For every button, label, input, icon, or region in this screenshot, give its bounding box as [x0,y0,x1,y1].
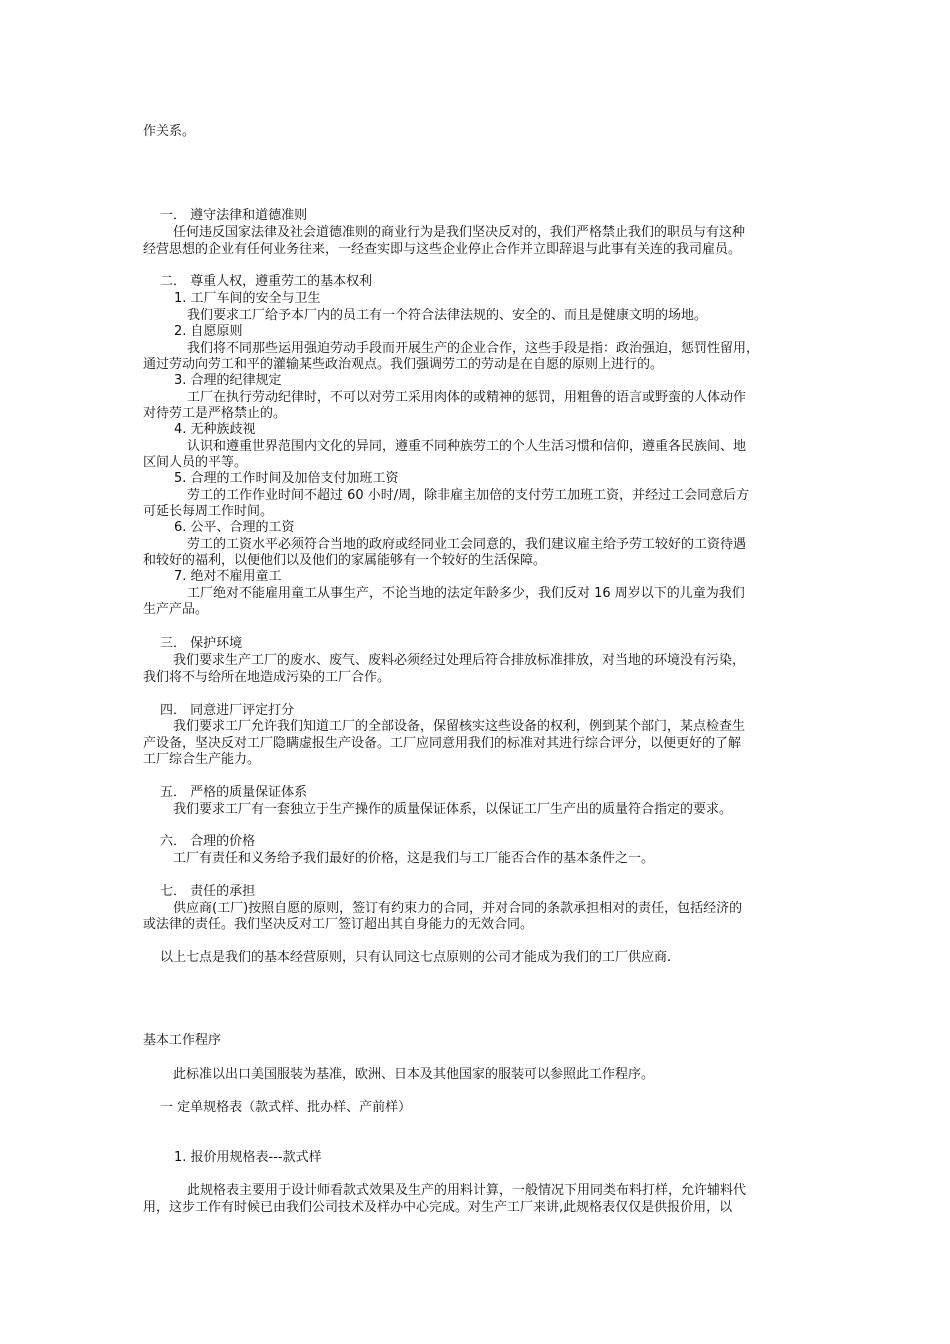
section-2-item-4-line-2: 区间人员的平等。 [143,455,248,470]
section-2-item-2-line-2: 通过劳动向劳工和平的灌输某些政治观点。我们强调劳工的劳动是在自愿的原则上进行的。 [143,357,664,372]
procedure-item-1-title: 1. 报价用规格表---款式样 [174,1150,322,1165]
procedure-item-1-line-2: 用，这步工作有时候已由我们公司技术及样办中心完成。对生产工厂来讲,此规格表仅仅是供报价用，以 [143,1200,733,1215]
section-2-item-3-line-2: 对待劳工是严格禁止的。 [143,406,287,421]
procedure-section-one: 一 定单规格表（款式样、批办样、产前样） [160,1100,412,1115]
section-2-item-1-title: 1. 工厂车间的安全与卫生 [174,291,321,306]
section-3-line-1: 我们要求生产工厂的废水、废气、废料必须经过处理后符合排放标准排放，对当地的环境没有污染， [173,653,746,668]
section-7-line-1: 供应商(工厂)按照自愿的原则，签订有约束力的合同，并对合同的条款承担相对的责任，包括经济的 [173,901,743,916]
section-7-heading: 七． 责任的承担 [160,884,256,899]
procedure-intro: 此标准以出口美国服装为基准，欧洲、日本及其他国家的服装可以参照此工作程序。 [173,1067,655,1082]
section-2-heading: 二． 尊重人权，遵重劳工的基本权利 [160,274,373,289]
section-4-heading: 四． 同意进厂评定打分 [160,703,295,718]
section-3-line-2: 我们将不与给所在地造成污染的工厂合作。 [143,670,391,685]
section-5-heading: 五． 严格的质量保证体系 [160,785,308,800]
section-2-item-2-title: 2. 自愿原则 [174,324,243,339]
section-3-heading: 三． 保护环境 [160,636,243,651]
section-2-item-4-line-1: 认识和遵重世界范围内文化的异同，遵重不同种族劳工的个人生活习惯和信仰，遵重各民族间、地 [187,439,747,454]
section-6-heading: 六． 合理的价格 [160,834,256,849]
section-2-item-5-line-2: 可延长每周工作时间。 [143,504,274,519]
section-1-heading: 一． 遵守法律和道德准则 [160,208,308,223]
section-2-item-6-line-2: 和较好的福利，以便他们以及他们的家属能够有一个较好的生活保障。 [143,553,547,568]
procedure-title: 基本工作程序 [143,1033,222,1048]
section-2-item-5-line-1: 劳工的工作作业时间不超过 60 小时/周，除非雇主加倍的支付劳工加班工资，并经过工会同意后方 [187,488,750,503]
intro-tail: 作关系。 [143,124,196,139]
section-6-line-1: 工厂有责任和义务给予我们最好的价格，这是我们与工厂能否合作的基本条件之一。 [173,851,655,866]
section-2-item-2-line-1: 我们将不同那些运用强迫劳动手段而开展生产的企业合作，这些手段是指：政治强迫，惩罚性留用， [187,341,760,356]
section-7-line-2: 或法律的责任。我们坚决反对工厂签订超出其自身能力的无效合同。 [143,917,534,932]
section-2-item-6-line-1: 劳工的工资水平必须符合当地的政府或经同业工会同意的，我们建议雇主给予劳工较好的工资待遇 [187,537,747,552]
section-2-item-3-line-1: 工厂在执行劳动纪律时，不可以对劳工采用肉体的或精神的惩罚，用粗鲁的语言或野蛮的人体动作 [187,390,747,405]
section-1-line-1: 任何违反国家法律及社会道德准则的商业行为是我们坚决反对的，我们严格禁止我们的职员与有这种 [173,225,746,240]
section-2-item-3-title: 3. 合理的纪律规定 [174,373,282,388]
procedure-item-1-line-1: 此规格表主要用于设计师看款式效果及生产的用料计算，一般情况下用同类布料打样，允许辅料代 [187,1183,747,1198]
section-5-line-1: 我们要求工厂有一套独立于生产操作的质量保证体系，以保证工厂生产出的质量符合指定的要求。 [173,802,733,817]
section-4-line-2: 产设备，坚决反对工厂隐瞒虚报生产设备。工厂应同意用我们的标准对其进行综合评分，以便更好的了解 [143,736,742,751]
section-2-item-7-title: 7. 绝对不雇用童工 [174,569,282,584]
section-2-item-1-line-1: 我们要求工厂给予本厂内的员工有一个符合法律法规的、安全的、而且是健康文明的场地。 [187,308,708,323]
section-1-line-2: 经营思想的企业有任何业务往来，一经查实即与这些企业停止合作并立即辞退与此事有关连的我司雇员。 [143,242,742,257]
section-2-item-7-line-1: 工厂绝对不能雇用童工从事生产，不论当地的法定年龄多少，我们反对 16 周岁以下的儿童为我们 [187,586,745,601]
section-2-item-6-title: 6. 公平、合理的工资 [174,520,295,535]
summary-paragraph: 以上七点是我们的基本经营原则，只有认同这七点原则的公司才能成为我们的工厂供应商. [160,950,672,965]
section-2-item-7-line-2: 生产产品。 [143,602,209,617]
section-4-line-3: 工厂综合生产能力。 [143,752,261,767]
section-2-item-4-title: 4. 无种族歧视 [174,422,256,437]
section-4-line-1: 我们要求工厂允许我们知道工厂的全部设备，保留核实这些设备的权利，例到某个部门，某点检查生 [173,719,746,734]
section-2-item-5-title: 5. 合理的工作时间及加倍支付加班工资 [174,471,399,486]
